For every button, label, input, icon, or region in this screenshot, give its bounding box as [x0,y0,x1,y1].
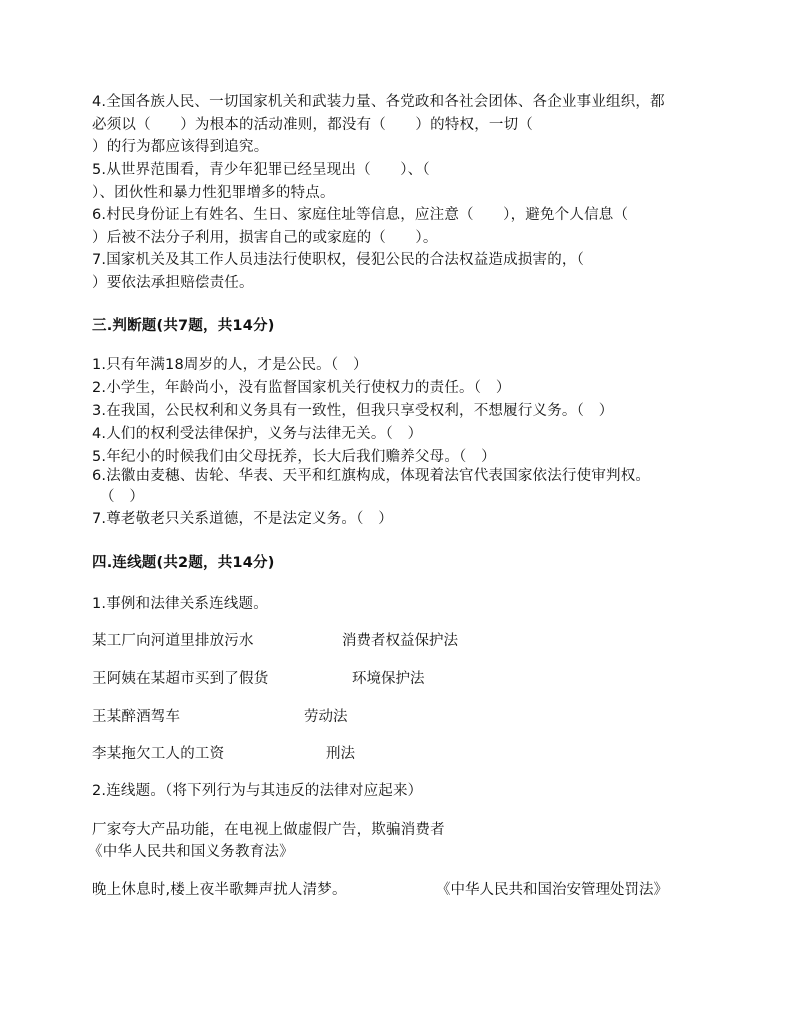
judge-item-6-bracket: （ ） [100,489,145,505]
judge-item-5: 5.年纪小的时候我们由父母抚养，长大后我们赡养父母。（ ） [92,449,496,465]
fill-q5-line1: 5.从世界范围看，青少年犯罪已经呈现出（ ）、（ [92,162,430,178]
match-q1-left-4: 李某拖欠工人的工资 [92,746,225,762]
judge-item-4: 4.人们的权利受法律保护，义务与法律无关。（ ） [92,426,423,442]
match-q2-line3-left: 晚上休息时,楼上夜半歌舞声扰人清梦。 [92,882,347,898]
match-q1-right-4: 刑法 [326,746,355,762]
fill-q6-line2: ）后被不法分子利用，损害自己的或家庭的（ ）。 [92,230,438,246]
fill-q4-line3: ）的行为都应该得到追究。 [92,139,269,155]
judge-item-2: 2.小学生，年龄尚小，没有监督国家机关行使权力的责任。（ ） [92,380,511,396]
match-q2-title: 2.连线题。（将下列行为与其违反的法律对应起来） [92,783,423,799]
match-q1-left-1: 某工厂向河道里排放污水 [92,633,254,649]
fill-q4-line1: 4.全国各族人民、一切国家机关和武装力量、各党政和各社会团体、各企业事业组织，都 [92,94,665,110]
match-q1-title: 1.事例和法律关系连线题。 [92,596,268,612]
match-q1-right-1: 消费者权益保护法 [342,633,458,649]
judge-item-6: 6.法徽由麦穗、齿轮、华表、天平和红旗构成，体现着法官代表国家依法行使审判权。 [92,468,651,484]
fill-q5-line2: ）、团伙性和暴力性犯罪增多的特点。 [92,185,335,201]
match-q2-line3-right: 《中华人民共和国治安管理处罚法》 [436,882,668,898]
fill-q6-line1: 6.村民身份证上有姓名、生日、家庭住址等信息，应注意（ ），避免个人信息（ [92,207,629,223]
match-q2-line1: 厂家夸大产品功能，在电视上做虚假广告，欺骗消费者 [92,822,445,838]
match-q1-right-2: 环境保护法 [352,671,425,687]
match-q1-left-2: 王阿姨在某超市买到了假货 [92,671,269,687]
section-heading-judge: 三.判断题(共7题，共14分) [92,318,275,334]
match-q1-right-3: 劳动法 [304,709,348,725]
fill-q7-line1: 7.国家机关及其工作人员违法行使职权，侵犯公民的合法权益造成损害的，（ [92,252,585,268]
fill-q4-line2: 必须以（ ）为根本的活动准则，都没有（ ）的特权，一切（ [92,117,533,133]
section-heading-match: 四.连线题(共2题，共14分) [92,555,275,571]
judge-item-3: 3.在我国，公民权利和义务具有一致性，但我只享受权利，不想履行义务。（ ） [92,403,614,419]
match-q2-line2: 《中华人民共和国义务教育法》 [88,844,294,860]
judge-item-1: 1.只有年满18周岁的人，才是公民。（ ） [92,357,368,373]
fill-q7-line2: ）要依法承担赔偿责任。 [92,275,254,291]
judge-item-7: 7.尊老敬老只关系道德，不是法定义务。（ ） [92,511,393,527]
match-q1-left-3: 王某醉酒驾车 [92,709,181,725]
